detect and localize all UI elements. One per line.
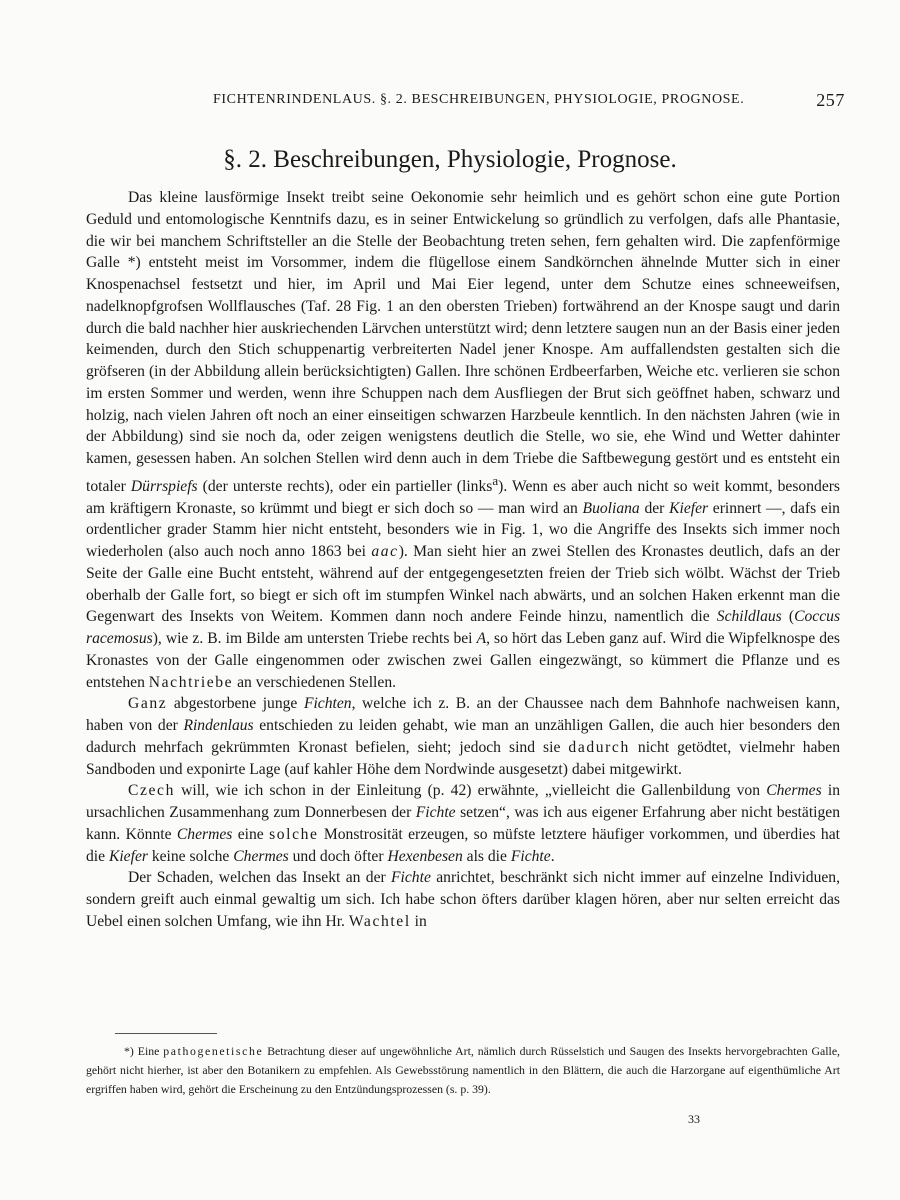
italic-term: Buoliana: [582, 499, 640, 517]
running-title: FICHTENRINDENLAUS. §. 2. BESCHREIBUNGEN, PHYSIOLOGIE, PROGNOSE.: [213, 92, 745, 107]
text-run: , so hört das Leben ganz auf. Wird die Wipfelknospe des Kronastes von der Galle eingenommen oder zwischen zwei Gallen eingezwängt, so kümmert die Pflanze und es entstehen: [86, 630, 840, 691]
paragraph-1: [86, 187, 840, 693]
spaced-term: Nachtriebe: [148, 673, 234, 691]
body-text: [86, 187, 840, 933]
spaced-term: Ganz: [128, 695, 168, 713]
italic-term: Kiefer: [669, 499, 709, 517]
text-run: als die: [462, 847, 511, 865]
text-run: Monstrosität erzeugen, so müfste letztere häufiger vorkommen, und überdies hat die: [86, 825, 840, 865]
italic-term: Coccus racemosus: [86, 608, 841, 648]
spaced-term: solche: [269, 825, 319, 843]
text-run: , welche ich z. B. an der Chaussee nach dem Bahnhofe nachweisen kann, haben von der: [86, 695, 840, 735]
text-run: entschieden zu leiden gehabt, wie man an unzähligen Gallen, die auch hier besonders den dadurch mehrfach gekrümmten Kronast befielen, sieht; jedoch sind sie: [86, 717, 841, 756]
text-run: an verschiedenen Stellen.: [233, 673, 397, 691]
text-run: anrichtet, beschränkt sich nicht immer auf einzelne Individuen, sondern greift auch einmal gewaltig um sich. Ich habe schon öfters darüber klagen hören, aber nur selten erreicht das Uebel einen solchen Umfang, wie ihn Hr.: [86, 869, 840, 930]
superscript-mark: a: [492, 472, 499, 488]
italic-term: Dürrspiefs: [130, 477, 198, 495]
italic-term: Hexenbesen: [387, 847, 463, 865]
text-run: eine: [232, 825, 270, 843]
text-run: Das kleine lausförmige Insekt treibt seine Oekonomie sehr heimlich und es gehört schon eine gute Portion Geduld und entomologische Kenntnifs dazu, es in seiner Entwickelung so gründlich zu verfolgen, dafs alle Phantasie, die wir bei manchem Schriftsteller an die Stelle der Beobachtung treten sehen, fern gehalten wird. Die zapfenförmige Galle *) entsteht meist im Vorsommer, indem die flügellose einem Sandkörnchen ähnelnde Mutter sich in einer Knospenachsel festsetzt und hier, im April und Mai Eier legend, unter dem Schutze eines schneeweifsen, nadelknopfgrofsen Wollflausches (Taf. 28 Fig. 1 an den obersten Trieben) fortwährend an der Knospe saugt und darin durch die bald nachher hier auskriechenden Lärvchen unterstützt wird; denn letztere saugen nun an der Basis einer jeden keimenden, durch den Stich schuppenartig verbreiterten Nadel jener Knospe. Am auffallendsten gestalten sich die gröfseren (in der Abbildung allein berücksichtigten) Gallen. Ihre schönen Erdbeerfarben, Weiche etc. verlieren sie schon im ersten Sommer und werden, wenn ihre Schuppen nach dem Ausfliegen der Brut sich geöffnet haben, schwarz und holzig, nach vielen Jahren oft noch an einer einseitigen schwarzen Harzbeule kenntlich. In den nächsten Jahren (wie in der Abbildung) sind sie noch da, oder zeigen wenigstens deutlich die Stelle, wo sie, ehe Wind und Wetter dahinter kamen, gesessen haben. An solchen Stellen wird denn auch in dem Triebe die Saftbewegung gestört und es entsteht ein totaler: [86, 189, 840, 495]
text-run: ). Wenn es aber auch nicht so weit kommt, besonders am kräftigern Kronaste, so krümmt und biegt er sich doch so — man wird an: [86, 477, 840, 517]
paragraph-2: [86, 693, 840, 780]
footnote-rule: [115, 1033, 217, 1034]
text-run: Der Schaden, welchen das Insekt an der: [128, 869, 392, 887]
text-run: in ursachlichen Zusammenhang zum Donnerbesen der: [86, 782, 840, 822]
signature-mark: 33: [688, 1112, 700, 1126]
italic-term: Schildlaus: [716, 608, 782, 626]
text-run: (: [781, 608, 795, 626]
text-run: ), wie z. B. im Bilde am untersten Triebe rechts bei: [152, 630, 477, 648]
text-run: (der unterste rechts), oder ein partieller (links: [197, 477, 493, 495]
page-number: 257: [816, 90, 845, 110]
italic-term: Kiefer: [108, 847, 148, 865]
spaced-term: dadurch: [568, 738, 630, 756]
text-run: will, wie ich schon in der Einleitung (p. 42) erwähnte, „vielleicht die Gallenbildung von: [174, 782, 767, 800]
text-run: *) Eine: [124, 1044, 164, 1058]
text-run: erinnert —, dafs ein ordentlicher grader Stamm hier nicht entsteht, besonders wie in Fig. 1, wo die Angriffe des Insekts sich immer noch wiederholen (also auch noch anno 1863 bei: [86, 499, 840, 561]
spaced-term: pathogenetische: [163, 1044, 264, 1058]
italic-term: aac: [371, 543, 399, 561]
italic-term: Fichte: [415, 804, 456, 822]
text-run: setzen“, was ich aus eigener Erfahrung aber nicht bestätigen kann. Könnte: [86, 804, 840, 843]
text-run: und doch öfter: [288, 847, 388, 865]
footnote: [86, 1042, 840, 1099]
text-run: .: [550, 847, 555, 865]
italic-term: Chermes: [766, 782, 822, 800]
text-run: Betrachtung dieser auf ungewöhnliche Art, nämlich durch Rüsselstich und Saugen des Insekts hervorgebrachten Galle, gehört nicht hierher, ist aber den Botanikern zu empfehlen. Als Gewebsstörung namentlich in den Blättern, die auch die Harzorgane auf eigenthümliche Art ergriffen haben wird, gehört die Erscheinung zu den Entzündungsprozessen (s. p. 39).: [86, 1044, 841, 1096]
footnote-paragraph: [86, 1042, 840, 1099]
section-title: §. 2. Beschreibungen, Physiologie, Prognose.: [223, 146, 677, 173]
italic-term: Chermes: [176, 825, 233, 843]
italic-term: Fichte: [510, 847, 551, 865]
spaced-term: Czech: [128, 782, 175, 800]
paragraph-4: [86, 867, 840, 932]
running-head: [213, 90, 845, 112]
text-run: nicht getödtet, vielmehr haben Sandboden und exponirte Lage (auf kahler Höhe dem Nordwinde ausgesetzt) dabei mitgewirkt.: [86, 738, 840, 778]
text-run: in: [410, 912, 427, 930]
italic-term: Chermes: [233, 847, 289, 865]
text-run: keine solche: [147, 847, 234, 865]
italic-term: Fichten: [303, 695, 352, 713]
italic-term: Rindenlaus: [183, 717, 254, 735]
text-run: abgestorbene junge: [167, 695, 304, 713]
text-run: ). Man sieht hier an zwei Stellen des Kronastes deutlich, dafs an der Seite der Galle eine Bucht entsteht, während auf der entgegengesetzten freien der Trieb sich wölbt. Wächst der Trieb oberhalb der Galle fort, so biegt er sich oft im stumpfen Winkel nach abwärts, und an solchen Haken erkennt man die Gegenwart des Insekts von Weitem. Kommen dann noch andere Feinde hinzu, namentlich die: [86, 543, 840, 626]
text-run: der: [639, 499, 670, 517]
paragraph-3: [86, 780, 840, 867]
italic-term: Fichte: [391, 869, 431, 887]
italic-term: A: [476, 630, 487, 648]
spaced-term: Wachtel: [348, 912, 411, 930]
